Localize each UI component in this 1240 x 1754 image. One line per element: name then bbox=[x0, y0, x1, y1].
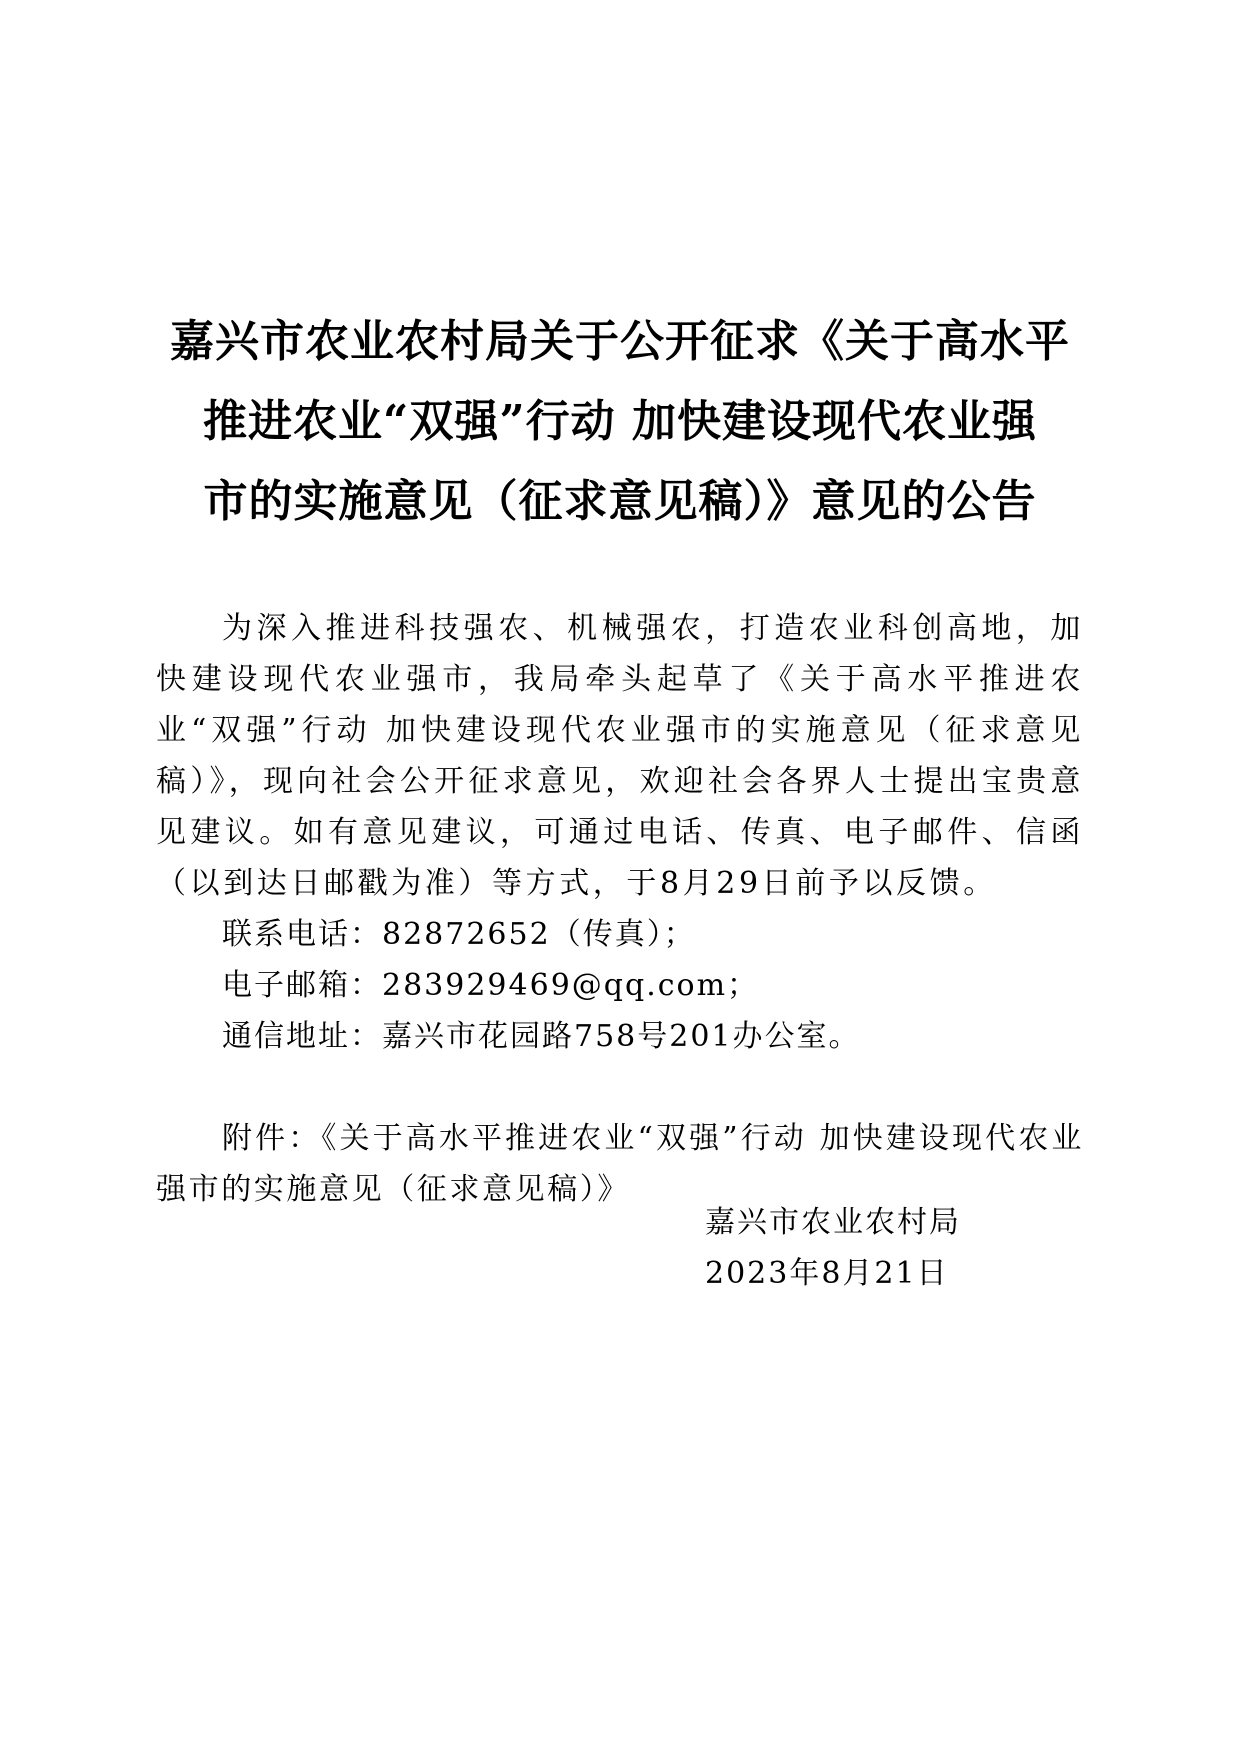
paragraph-spacer bbox=[156, 1062, 1084, 1113]
contact-address: 通信地址：嘉兴市花园路758号201办公室。 bbox=[222, 1019, 861, 1054]
document-title bbox=[156, 302, 1084, 542]
title-line-1: 嘉兴市农业农村局关于公开征求《关于高水平 bbox=[170, 316, 1070, 367]
signature-organization: 嘉兴市农业农村局 bbox=[705, 1205, 961, 1240]
intro-paragraph: 为深入推进科技强农、机械强农，打造农业科创高地，加快建设现代农业强市，我局牵头起草了《关于高水平推进农业“双强”行动 加快建设现代农业强市的实施意见（征求意见稿）》，现向社会公开征求意见，欢迎社会各界人士提出宝贵意见建议。如有意见建议，可通过电话、传真、电子邮件、信函（以到达日邮戳为准）等方式，于8月29日前予以反馈。 bbox=[156, 611, 1084, 901]
signature-date: 2023年8月21日 bbox=[705, 1256, 949, 1291]
contact-phone: 联系电话：82872652（传真）； bbox=[222, 917, 696, 952]
document-body bbox=[156, 603, 1084, 1215]
title-line-3: 市的实施意见（征求意见稿）》意见的公告 bbox=[203, 476, 1037, 527]
signature-block bbox=[705, 1197, 961, 1299]
title-line-2: 推进农业“双强”行动 加快建设现代农业强 bbox=[203, 396, 1037, 447]
attachment-note: 附件：《关于高水平推进农业“双强”行动 加快建设现代农业强市的实施意见（征求意见稿）》 bbox=[156, 1121, 1084, 1207]
contact-email: 电子邮箱：283929469@qq.com； bbox=[222, 968, 760, 1003]
